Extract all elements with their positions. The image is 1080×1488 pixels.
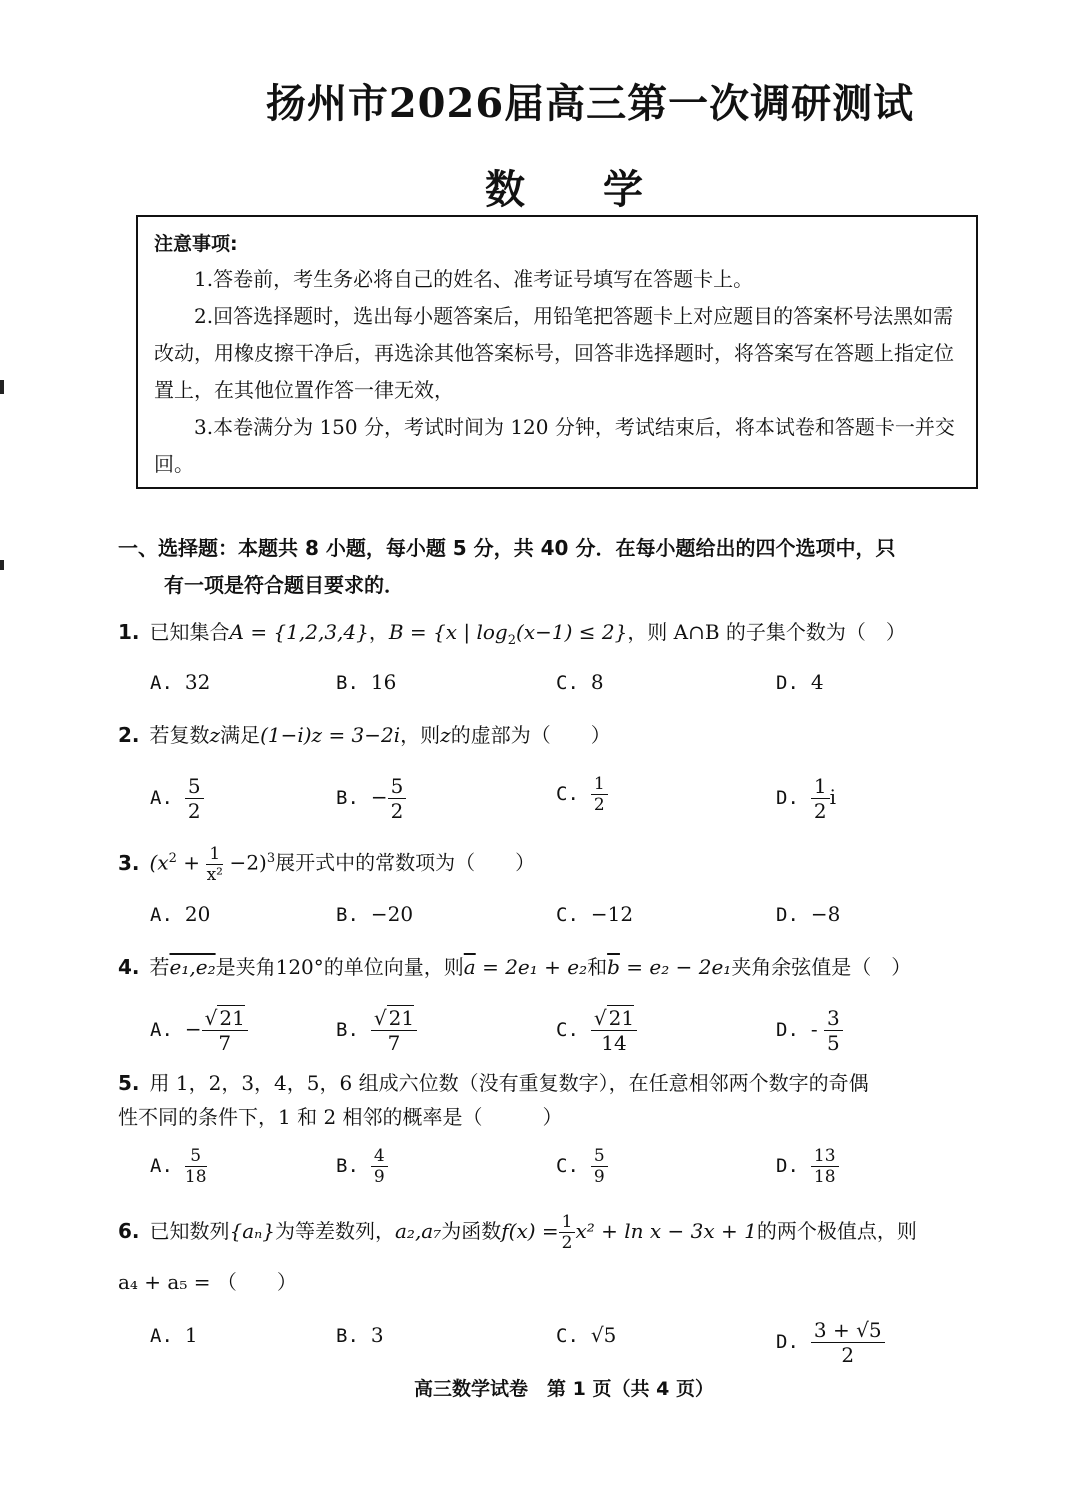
- numerator: 5: [185, 1146, 207, 1167]
- question-text: 用 1，2，3，4，5，6 组成六位数（没有重复数字），在任意相邻两个数字的奇偶: [149, 1071, 869, 1095]
- numerator: √ 21: [371, 1006, 417, 1031]
- denominator: 7: [218, 1031, 232, 1055]
- option: [556, 1323, 616, 1347]
- numerator: √ 21: [202, 1006, 248, 1031]
- denominator: 2: [187, 799, 201, 823]
- numerator: 4: [371, 1146, 388, 1167]
- numerator: 5: [591, 1146, 608, 1167]
- question-number: 2.: [118, 723, 140, 747]
- fraction: [388, 774, 407, 823]
- option-label: C.: [556, 783, 579, 805]
- numerator: 1: [591, 774, 608, 795]
- denominator: 2: [841, 1343, 855, 1367]
- option-label: D.: [776, 672, 799, 694]
- option-suffix: i: [829, 785, 837, 809]
- denominator: 9: [593, 1167, 605, 1187]
- question-4: [118, 950, 978, 984]
- question-text: 是夹角120°的单位向量，则: [215, 955, 464, 979]
- question-5: [118, 1066, 978, 1134]
- option-label: C.: [556, 1325, 579, 1347]
- question-text: 已知集合: [149, 620, 230, 644]
- section-heading: [118, 530, 978, 604]
- option: [336, 902, 413, 926]
- option-label: B.: [336, 1019, 359, 1041]
- math-expr: (x: [149, 850, 169, 875]
- numerator: 5: [185, 774, 204, 799]
- numerator: 1: [811, 774, 830, 799]
- option-value: −20: [370, 902, 414, 926]
- question-number: 5.: [118, 1071, 140, 1095]
- question-text: 展开式中的常数项为（ ）: [275, 850, 536, 875]
- question-line: [118, 1212, 978, 1253]
- option-label: A.: [150, 672, 173, 694]
- option: [150, 1323, 198, 1347]
- option: [336, 1006, 417, 1055]
- option-label: D.: [776, 1331, 799, 1353]
- option: [336, 1146, 388, 1187]
- fraction: [185, 774, 204, 823]
- option-value: −8: [810, 902, 841, 926]
- option: [776, 902, 840, 926]
- option-label: A.: [150, 1155, 173, 1177]
- option: [556, 902, 633, 926]
- question-number: 1.: [118, 620, 140, 644]
- question-text: 若: [149, 955, 170, 979]
- question-text: 为等差数列，: [275, 1219, 395, 1243]
- denominator: 2: [593, 795, 605, 815]
- fraction: [591, 774, 608, 815]
- option-value: 1: [184, 1323, 198, 1347]
- math-sub: 2: [507, 633, 517, 648]
- math-op: +: [176, 850, 207, 875]
- math-expr: B = {x | log: [388, 620, 508, 644]
- question-text: 为函数: [441, 1219, 502, 1243]
- option: [150, 902, 210, 926]
- radicand: 21: [608, 1006, 635, 1030]
- option-label: C.: [556, 904, 579, 926]
- fraction: [811, 774, 830, 823]
- math-sup: 3: [266, 851, 276, 866]
- option: [336, 1323, 384, 1347]
- question-line: 性不同的条件下，1 和 2 相邻的概率是（ ）: [118, 1105, 563, 1129]
- notice-heading: 注意事项:: [154, 233, 238, 255]
- math-expr: −2): [223, 850, 267, 875]
- question-text: 的两个极值点，则: [756, 1219, 917, 1243]
- math-expr: (x−1) ≤ 2}: [516, 620, 628, 644]
- fraction: [591, 1146, 608, 1187]
- denominator: 18: [184, 1167, 207, 1187]
- option-label: A.: [150, 904, 173, 926]
- denominator: 2: [561, 1233, 573, 1253]
- scan-edge-mark: [0, 380, 4, 394]
- fraction: [811, 1146, 839, 1187]
- denominator: 18: [813, 1167, 836, 1187]
- option-label: A.: [150, 1019, 173, 1041]
- option-value: 20: [184, 902, 211, 926]
- math-expr: {aₙ}: [229, 1219, 275, 1243]
- page-footer: 高三数学试卷 第 1 页（共 4 页）: [414, 1378, 714, 1400]
- denominator: 9: [373, 1167, 385, 1187]
- notice-item: 1.答卷前，考生务必将自己的姓名、准考证号填写在答题卡上。: [194, 267, 754, 291]
- option-label: B.: [336, 904, 359, 926]
- math-vector: $\overline{b}$: [607, 955, 620, 979]
- question-text: ，: [368, 620, 389, 644]
- option-value: 3: [370, 1323, 384, 1347]
- option-label: A.: [150, 787, 173, 809]
- question-text: ，则 A∩B 的子集个数为（ ）: [627, 620, 906, 644]
- option: [556, 1146, 608, 1187]
- fraction: [185, 1146, 207, 1187]
- fraction: [371, 1006, 417, 1055]
- option-label: B.: [336, 672, 359, 694]
- numerator: 3 + √5: [811, 1318, 885, 1343]
- option-label: C.: [556, 1019, 579, 1041]
- math-sup: 2: [168, 851, 177, 866]
- question-text: 已知数列: [149, 1219, 230, 1243]
- option: [556, 670, 604, 694]
- math-expr: (1−i)z = 3−2i: [260, 723, 401, 747]
- option: [336, 774, 406, 823]
- question-text: 若复数: [149, 723, 210, 747]
- notice-item: 3.本卷满分为 150 分，考试时间为 120 分钟，考试结束后，将本试卷和答题卡一并交回。: [154, 415, 955, 476]
- option-label: B.: [336, 1155, 359, 1177]
- option: [150, 774, 204, 823]
- option-label: B.: [336, 787, 359, 809]
- math-expr: x² + ln x − 3x + 1: [575, 1219, 757, 1243]
- math-expr: = e₂ − 2e₁: [619, 955, 732, 979]
- question-number: 4.: [118, 955, 140, 979]
- denominator: 14: [601, 1031, 627, 1055]
- option-value: −12: [590, 902, 634, 926]
- question-2: [118, 718, 978, 752]
- option-value: 16: [370, 670, 397, 694]
- option-value: 8: [590, 670, 604, 694]
- radicand: 21: [219, 1006, 245, 1030]
- denominator: 5: [827, 1031, 840, 1055]
- option: [150, 1146, 207, 1187]
- option-value: √5: [590, 1323, 617, 1347]
- question-number: 6.: [118, 1219, 140, 1243]
- option: [150, 670, 210, 694]
- notice-box: [136, 215, 978, 489]
- question-1: [118, 615, 978, 658]
- fraction: [206, 844, 223, 885]
- option-label: B.: [336, 1325, 359, 1347]
- option-label: C.: [556, 672, 579, 694]
- numerator: √ 21: [591, 1006, 637, 1031]
- math-expr: A = {1,2,3,4}: [229, 620, 369, 644]
- denominator: 7: [387, 1031, 401, 1055]
- option: [556, 1006, 637, 1055]
- fraction: [811, 1318, 885, 1367]
- math-vector: $\overline{a}$: [463, 955, 476, 979]
- subject-char: 学: [603, 166, 643, 213]
- fraction: [591, 1006, 637, 1055]
- option: [150, 1006, 248, 1055]
- option: [776, 774, 836, 823]
- option-label: D.: [776, 787, 799, 809]
- question-3: [118, 842, 978, 885]
- math-var: z: [440, 723, 451, 747]
- fraction: [824, 1006, 843, 1055]
- question-text: ，则: [400, 723, 441, 747]
- notice-item: 2.回答选择题时，选出每小题答案后，用铅笔把答题卡上对应题目的答案杯号法黑如需改动，用橡皮擦干净后，再选涂其他答案标号，回答非选择题时，将答案写在答题上指定位置上，在其他位置作答一律无效，: [154, 304, 954, 402]
- scan-edge-mark: [0, 560, 4, 570]
- denominator: x²: [206, 864, 223, 885]
- radicand: 21: [388, 1006, 415, 1030]
- subject-heading: [0, 158, 1080, 215]
- math-vectors: e₁,e₂: [169, 955, 216, 979]
- numerator: 3: [824, 1006, 843, 1031]
- question-text: 和: [587, 955, 608, 979]
- option: [776, 1006, 843, 1055]
- option: [776, 1318, 885, 1367]
- question-text: 满足: [220, 723, 261, 747]
- fraction: [559, 1212, 576, 1253]
- denominator: 2: [813, 799, 827, 823]
- option: [336, 670, 396, 694]
- question-text: 的虚部为（ ）: [450, 723, 611, 747]
- option-value: 32: [184, 670, 211, 694]
- option-label: A.: [150, 1325, 173, 1347]
- option: [776, 670, 824, 694]
- fraction: [371, 1146, 388, 1187]
- numerator: 1: [559, 1212, 576, 1233]
- question-line: [118, 1066, 978, 1100]
- option: [556, 774, 608, 815]
- numerator: 5: [388, 774, 407, 799]
- fraction: [202, 1006, 248, 1055]
- math-expr: a₂,a₇: [395, 1219, 442, 1243]
- question-6: [118, 1212, 978, 1299]
- option-value: 4: [810, 670, 824, 694]
- option-label: D.: [776, 1155, 799, 1177]
- option-label: D.: [776, 1019, 799, 1041]
- option-label: C.: [556, 1155, 579, 1177]
- math-expr: f(x) =: [501, 1219, 559, 1243]
- question-number: 3.: [118, 850, 140, 875]
- denominator: 2: [390, 799, 404, 823]
- option-label: D.: [776, 904, 799, 926]
- exam-title: 扬州市2026届高三第一次调研测试: [265, 80, 915, 127]
- option: [776, 1146, 839, 1187]
- section-line: 有一项是符合题目要求的．: [164, 573, 404, 597]
- section-line: 一、选择题：本题共 8 小题，每小题 5 分，共 40 分．在每小题给出的四个选项中，只: [118, 536, 896, 560]
- math-var: z: [209, 723, 221, 747]
- math-expr: = 2e₁ + e₂: [475, 955, 588, 979]
- option-sign: −: [370, 785, 388, 809]
- option-sign: −: [184, 1017, 202, 1041]
- subject-char: 数: [485, 166, 525, 213]
- numerator: 1: [206, 844, 223, 865]
- numerator: 13: [811, 1146, 839, 1167]
- option-sign: -: [810, 1017, 825, 1041]
- question-text: 夹角余弦值是（ ）: [731, 955, 912, 979]
- question-line: a₄ + a₅ = （ ）: [118, 1270, 297, 1294]
